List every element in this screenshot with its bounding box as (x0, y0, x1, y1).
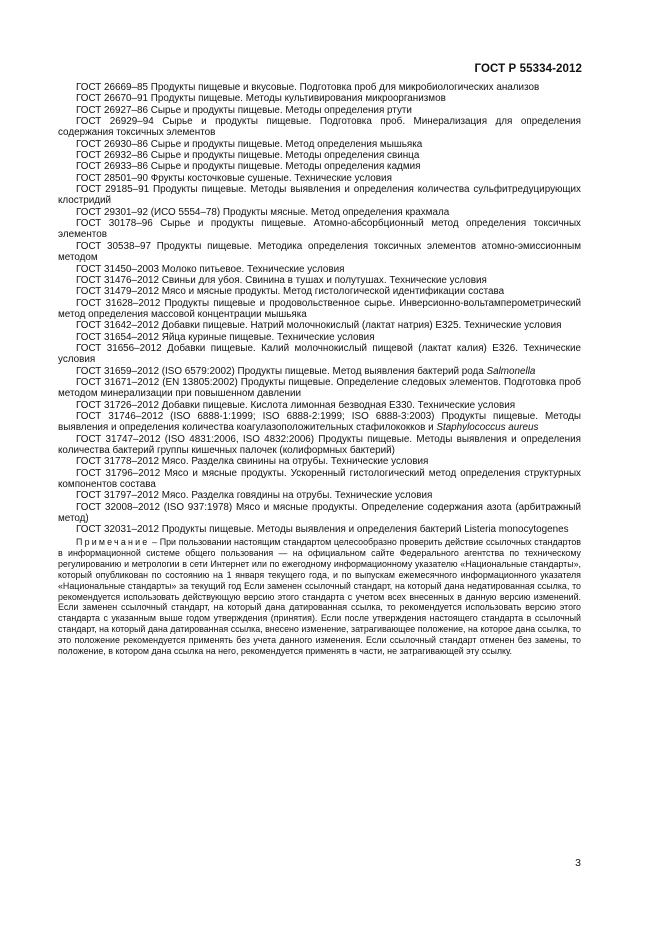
reference-item: ГОСТ 26929–94 Сырье и продукты пищевые. Подготовка проб. Минерализация для определения содержания токсичных элементов (58, 116, 581, 139)
reference-item: ГОСТ 26669–85 Продукты пищевые и вкусовые. Подготовка проб для микробиологических анализов (76, 82, 540, 93)
reference-item: ГОСТ 28501–90 Фрукты косточковые сушеные. Технические условия (76, 172, 392, 184)
reference-item: ГОСТ 30538–97 Продукты пищевые. Методика определения токсичных элементов атомно-эмиссионным методом (58, 240, 581, 264)
note-block (58, 537, 581, 657)
reference-item: ГОСТ 26932–86 Сырье и продукты пищевые. Методы определения свинца (76, 150, 420, 162)
note-dash: – (149, 536, 160, 547)
reference-item: ГОСТ 31654–2012 Яйца куриные пищевые. Технические условия (76, 331, 375, 343)
note-paragraph (58, 537, 581, 657)
standard-code-header: ГОСТ Р 55334-2012 (474, 63, 582, 75)
reference-item: ГОСТ 29301–92 (ИСО 5554–78) Продукты мясные. Метод определения крахмала (76, 206, 450, 218)
reference-item: ГОСТ 31747–2012 (ISO 4831:2006, ISO 4832:2006) Продукты пищевые. Методы выявления и определения количества бактерий группы кишечных палочек (колиформных бактерий) (58, 433, 581, 456)
reference-item: ГОСТ 31642–2012 Добавки пищевые. Натрий молочнокислый (лактат натрия) Е325. Технические условия (76, 320, 562, 332)
reference-item: ГОСТ 31656–2012 Добавки пищевые. Калий молочнокислый пищевой (лактат калия) Е326. Технические условия (58, 342, 581, 366)
reference-item: ГОСТ 26670–91 Продукты пищевые. Методы культивирования микроорганизмов (76, 93, 446, 105)
reference-item: ГОСТ 31659–2012 (ISO 6579:2002) Продукты пищевые. Метод выявления бактерий рода Salmonella (76, 365, 536, 377)
note-label: Примечание (76, 536, 150, 547)
reference-item: ГОСТ 31726–2012 Добавки пищевые. Кислота лимонная безводная Е330. Технические условия (76, 399, 516, 411)
reference-item: ГОСТ 32008–2012 (ISO 937:1978) Мясо и мясные продукты. Определение содержания азота (арбитражный метод) (58, 501, 581, 525)
normative-references-list (58, 82, 581, 657)
reference-item: ГОСТ 29185–91 Продукты пищевые. Методы выявления и определения количества сульфитредуцирующих клостридий (58, 184, 581, 207)
note-text: При пользовании настоящим стандартом целесообразно проверить действие ссылочных стандартов в информационной системе общего пользования — на официальном сайте Федерального агентства по техническому регулированию и метрологии в сети Интернет или по ежегодному информационному указателю «Национальные стандарты», который опубликован по состоянию на 1 января текущего года, и по выпускам ежемесячного информационного указателя «Национальные стандарты» за текущий год Если заменен ссылочный стандарт, на который дана недатированная ссылка, то рекомендуется использовать действующую версию этого стандарта с учетом всех внесенных в данную версию изменений. Если заменен ссылочный стандарт, на который дана датированная ссылка, то рекомендуется использовать версию этого стандарта с указанным выше годом утверждения (принятия). Если после утверждения настоящего стандарта в ссылочный стандарт, на который дана датированная ссылка, внесено изменение, затрагивающее положение, на которое дана ссылка, то это положение рекомендуется применять без учета данного изменения. Если ссылочный стандарт отменен без замены, то положение, в котором дана ссылка на него, рекомендуется применять в части, не затрагивающей эту ссылку. (58, 536, 581, 657)
reference-item: ГОСТ 31450–2003 Молоко питьевое. Технические условия (76, 263, 345, 275)
reference-item: ГОСТ 31778–2012 Мясо. Разделка свинины на отрубы. Технические условия (76, 456, 429, 468)
reference-item: ГОСТ 31746–2012 (ISO 6888-1:1999; ISO 6888-2:1999; ISO 6888-3:2003) Продукты пищевые. Методы выявления и определения количества коагулазоположительных стафилококков и Staphylococcus aureus (58, 410, 581, 434)
reference-item: ГОСТ 26930–86 Сырье и продукты пищевые. Метод определения мышьяка (76, 138, 423, 150)
page-number: 3 (575, 857, 581, 869)
reference-item: ГОСТ 26927–86 Сырье и продукты пищевые. Методы определения ртути (76, 104, 412, 116)
reference-item: ГОСТ 31796–2012 Мясо и мясные продукты. Ускоренный гистологический метод определения структурных компонентов состава (58, 467, 581, 491)
reference-item: ГОСТ 30178–96 Сырье и продукты пищевые. Атомно-абсорбционный метод определения токсичных элементов (58, 218, 581, 241)
reference-item: ГОСТ 32031–2012 Продукты пищевые. Методы выявления и определения бактерий Listeria monocytogenes (76, 524, 569, 536)
reference-item: ГОСТ 31628–2012 Продукты пищевые и продовольственное сырье. Инверсионно-вольтамперометрический метод определения массовой концентрации мышьяка (58, 297, 581, 320)
reference-item: ГОСТ 31797–2012 Мясо. Разделка говядины на отрубы. Технические условия (76, 490, 433, 502)
reference-item: ГОСТ 31479–2012 Мясо и мясные продукты. Метод гистологической идентификации состава (76, 286, 505, 298)
reference-item: ГОСТ 31671–2012 (EN 13805:2002) Продукты пищевые. Определение следовых элементов. Подготовка проб методом минерализации при повышенном давлении (58, 376, 581, 400)
reference-item: ГОСТ 26933–86 Сырье и продукты пищевые. Методы определения кадмия (76, 161, 421, 173)
reference-item: ГОСТ 31476–2012 Свиньи для убоя. Свинина в тушах и полутушах. Технические условия (76, 274, 487, 286)
